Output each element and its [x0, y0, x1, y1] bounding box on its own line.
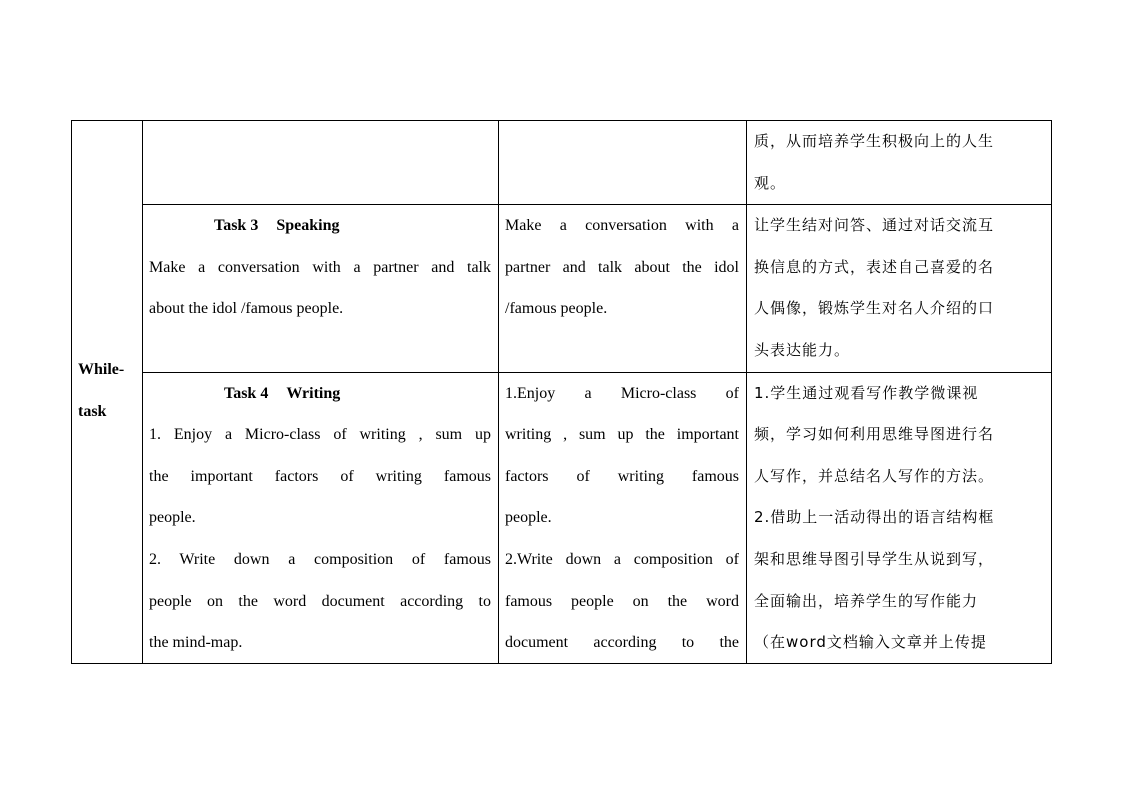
description-line: 1. Enjoy a Micro-class of writing , sum up: [149, 426, 491, 444]
activity-line: people.: [505, 509, 552, 527]
purpose-line: 架和思维导图引导学生从说到写，: [754, 549, 995, 568]
activity-cell: [499, 372, 747, 663]
stage-label: [72, 349, 142, 433]
purpose-line: （在word文档输入文章并上传提: [754, 633, 987, 652]
activity-line: Make a conversation with a: [505, 217, 739, 235]
activity-cell: [499, 121, 747, 205]
table-row: [72, 121, 1052, 205]
description-line: about the idol /famous people.: [149, 300, 344, 318]
task3-description: [143, 205, 498, 330]
purpose-line: 2.借助上一活动得出的语言结构框: [754, 508, 995, 527]
task4-description: [143, 373, 498, 663]
task3-activity: [499, 205, 746, 330]
purpose-line: 频，学习如何利用思维导图进行名: [754, 425, 995, 444]
description-line: the important factors of writing famous: [149, 467, 491, 485]
stage-label-line: While-: [78, 360, 125, 378]
task-description-cell: [143, 121, 499, 205]
description-line: 2. Write down a composition of famous: [149, 550, 491, 568]
table-row: [72, 372, 1052, 663]
task-name: Writing: [286, 384, 341, 402]
activity-cell: [499, 205, 747, 372]
activity-line: /famous people.: [505, 300, 608, 318]
purpose-line: 人偶像，锻炼学生对名人介绍的口: [754, 299, 995, 318]
task-name: Speaking: [276, 217, 340, 235]
purpose-line: 观。: [754, 173, 787, 192]
activity-line: famous people on the word: [505, 592, 739, 610]
task-description-cell: [143, 205, 499, 372]
activity-line: 2.Write down a composition of: [505, 550, 739, 568]
table-row: [72, 205, 1052, 372]
purpose-line: 让学生结对问答、通过对话交流互: [754, 216, 995, 235]
purpose-line: 1.学生通过观看写作教学微课视: [754, 383, 979, 402]
task3-title: [149, 205, 491, 247]
purpose-text: [747, 121, 1051, 204]
task-description-cell: [143, 372, 499, 663]
task3-purpose: [747, 205, 1051, 371]
stage-cell: [72, 121, 143, 664]
purpose-line: 头表达能力。: [754, 340, 851, 359]
activity-line: factors of writing famous: [505, 467, 739, 485]
description-line: people on the word document according to: [149, 592, 491, 610]
purpose-line: 全面输出，培养学生的写作能力: [754, 591, 979, 610]
purpose-cell: [747, 205, 1052, 372]
purpose-line: 换信息的方式，表述自己喜爱的名: [754, 257, 995, 276]
activity-line: writing , sum up the important: [505, 426, 739, 444]
description-line: Make a conversation with a partner and talk: [149, 258, 491, 276]
activity-line: document according to the: [505, 634, 739, 652]
activity-line: 1.Enjoy a Micro-class of: [505, 384, 739, 402]
purpose-cell: [747, 372, 1052, 663]
task4-title: [149, 373, 491, 415]
purpose-line: 质，从而培养学生积极向上的人生: [754, 132, 995, 150]
description-line: people.: [149, 509, 196, 527]
purpose-cell: [747, 121, 1052, 205]
activity-line: partner and talk about the idol: [505, 258, 739, 276]
description-line: the mind-map.: [149, 634, 243, 652]
stage-label-line: task: [78, 402, 107, 420]
task4-activity: [499, 373, 746, 663]
purpose-line: 人写作，并总结名人写作的方法。: [754, 466, 995, 485]
task-number: Task 3: [214, 217, 259, 235]
task-number: Task 4: [224, 384, 269, 402]
task4-purpose: [747, 373, 1051, 663]
lesson-plan-table: [71, 120, 1052, 664]
